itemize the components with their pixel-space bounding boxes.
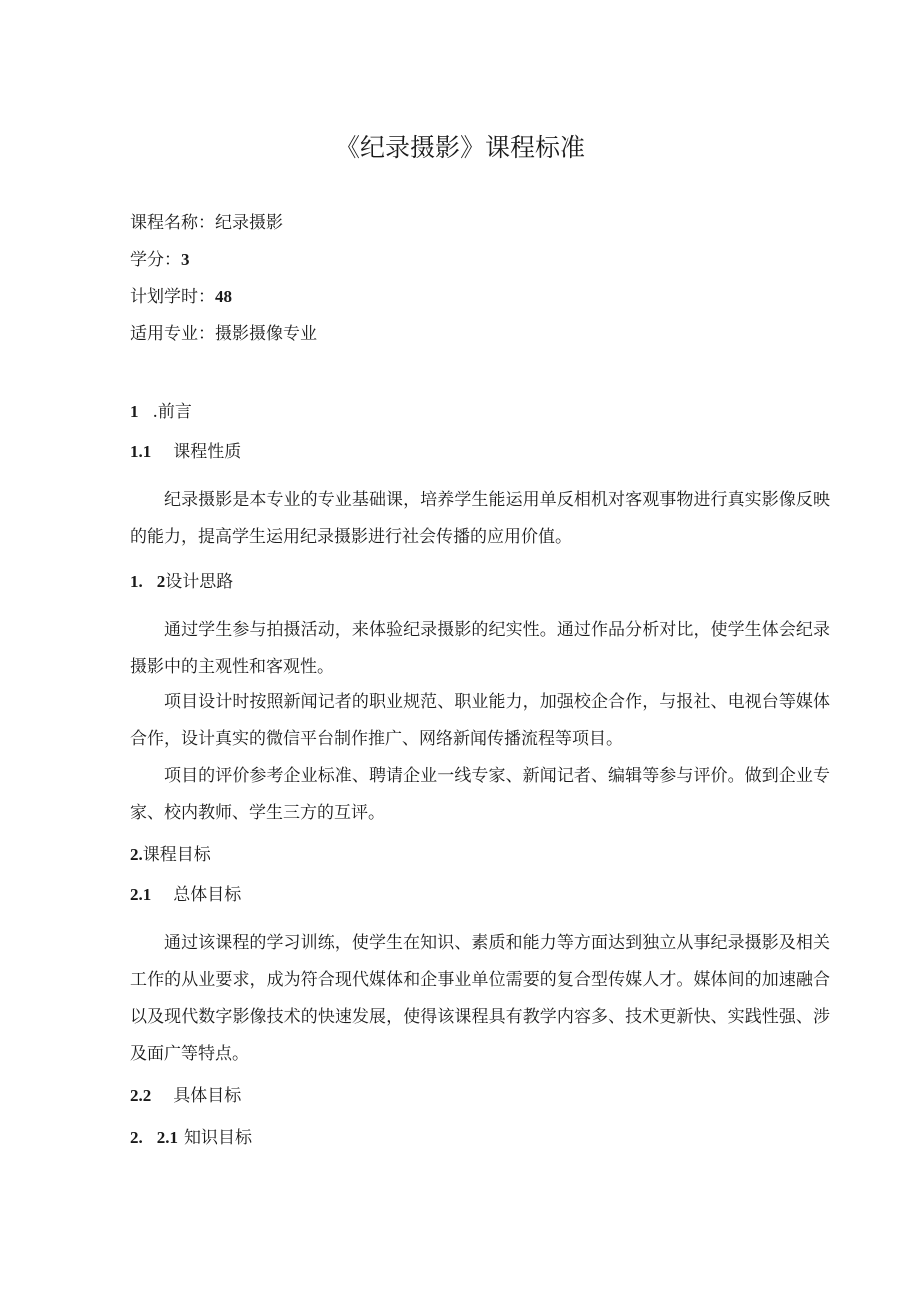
section-2-2-1-title: 知识目标 (184, 1128, 252, 1148)
section-1-number: 1 (130, 402, 139, 421)
section-2-2-heading (130, 1081, 241, 1106)
section-1-1-title: 课程性质 (173, 442, 242, 462)
section-1-2-paragraph-3: 项目的评价参考企业标准、聘请企业一线专家、新闻记者、编辑等参与评价。做到企业专家、校内教师、学生三方的互评。 (130, 766, 830, 823)
section-1-2-heading (130, 567, 233, 592)
section-2-1-heading (130, 880, 241, 905)
section-1-2-title: 设计思路 (165, 572, 234, 592)
section-2-2-title: 具体目标 (173, 1086, 242, 1106)
section-2-1-paragraph: 通过该课程的学习训练，使学生在知识、素质和能力等方面达到独立从事纪录摄影及相关工作的从业要求，成为符合现代媒体和企事业单位需要的复合型传媒人才。媒体间的加速融合以及现代数字影像技术的快速发展，使得该课程具有教学内容多、技术更新快、实践性强、涉及面广等特点。 (130, 933, 830, 1064)
section-2-2-1-number-a: 2. (130, 1128, 143, 1147)
hours-label: 计划学时： (130, 287, 215, 307)
section-1-2-paragraph-1: 通过学生参与拍摄活动，来体验纪录摄影的纪实性。通过作品分析对比，使学生体会纪录摄影中的主观性和客观性。 (130, 620, 830, 677)
section-2-title: 课程目标 (142, 845, 211, 865)
section-1-1-heading (130, 437, 241, 462)
course-name-value: 纪录摄影 (215, 213, 283, 233)
section-2-1-title: 总体目标 (173, 885, 242, 905)
section-1-1-paragraph: 纪录摄影是本专业的专业基础课，培养学生能运用单反相机对客观事物进行真实影像反映的能力，提高学生运用纪录摄影进行社会传播的应用价值。 (130, 490, 830, 547)
major-line (130, 319, 317, 344)
hours-value: 48 (215, 287, 232, 306)
section-1-1-number: 1.1 (130, 442, 152, 461)
credits-label: 学分： (130, 250, 181, 270)
section-2-2-number: 2.2 (130, 1086, 152, 1105)
hours-line (130, 282, 232, 307)
section-2-number: 2. (130, 845, 143, 864)
section-1-2-number-b: 2 (156, 572, 166, 591)
section-2-heading (130, 840, 211, 865)
course-name-label: 课程名称： (130, 213, 215, 233)
section-2-2-1-number-b: 2.1 (156, 1128, 178, 1147)
document-title: 《纪录摄影》课程标准 (334, 133, 585, 162)
section-1-heading (130, 397, 192, 422)
section-2-1-number: 2.1 (130, 885, 152, 904)
section-2-2-1-heading (130, 1123, 252, 1148)
credits-line (130, 245, 190, 270)
section-1-2-number-a: 1. (130, 572, 143, 591)
major-label: 适用专业： (130, 324, 215, 344)
course-name-line (130, 208, 283, 233)
major-value: 摄影摄像专业 (215, 324, 317, 344)
section-1-title: .前言 (152, 402, 192, 422)
credits-value: 3 (181, 250, 190, 269)
section-1-2-paragraph-2: 项目设计时按照新闻记者的职业规范、职业能力，加强校企合作，与报社、电视台等媒体合作，设计真实的微信平台制作推广、网络新闻传播流程等项目。 (130, 692, 830, 749)
